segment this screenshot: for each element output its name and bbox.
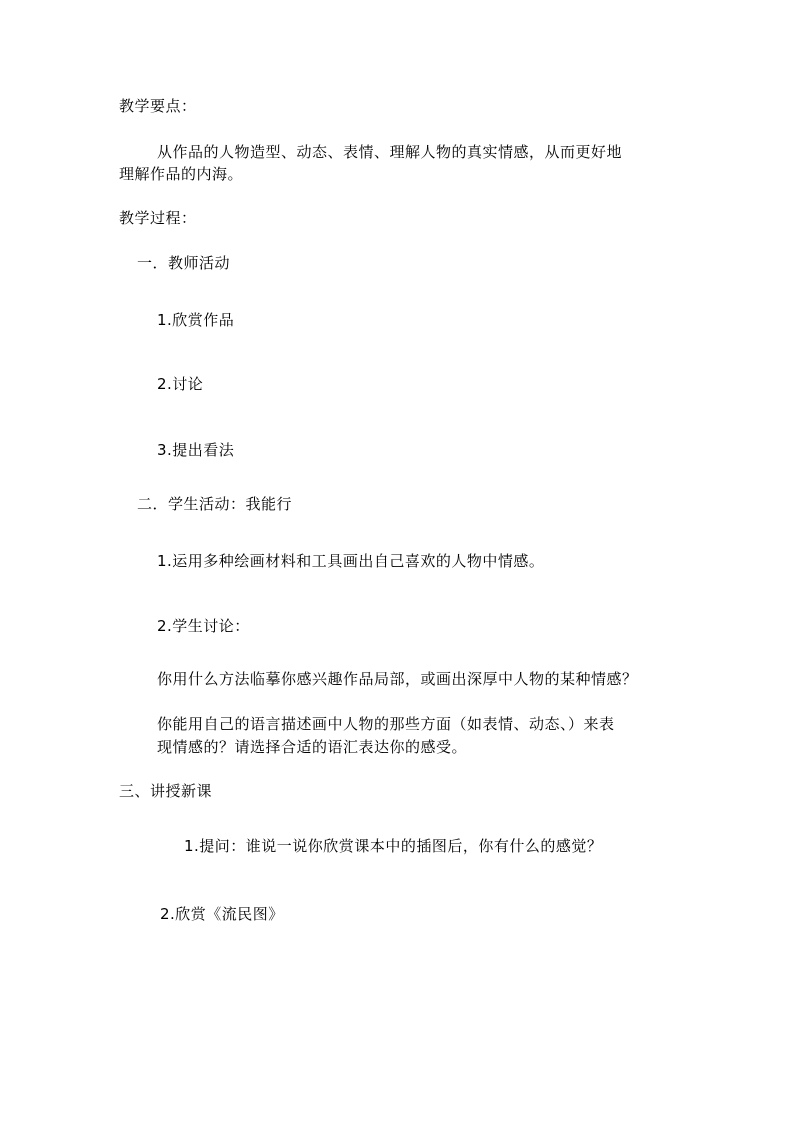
section1-title: 一．教师活动 [137, 254, 231, 272]
section1-item-3: 3.提出看法 [157, 441, 235, 459]
section2-item-2: 2.学生讨论： [157, 617, 250, 635]
section3-item-2: 2.欣赏《流民图》 [160, 905, 284, 923]
section2-question-2-line2: 现情感的？请选择合适的语汇表达你的感受。 [157, 738, 468, 756]
section3-item-1: 1.提问：谁说一说你欣赏课本中的插图后，你有什么的感觉？ [184, 837, 603, 855]
section2-title: 二．学生活动：我能行 [137, 495, 293, 513]
process-heading: 教学过程： [119, 209, 197, 227]
teaching-focus-text-line1: 从作品的人物造型、动态、表情、理解人物的真实情感，从而更好地 [157, 143, 623, 161]
teaching-focus-text-line2: 理解作品的内海。 [119, 165, 244, 183]
section3-title: 三、讲授新课 [119, 782, 213, 800]
section2-item-1: 1.运用多种绘画材料和工具画出自己喜欢的人物中情感。 [157, 552, 545, 570]
teaching-focus-heading: 教学要点： [119, 97, 197, 115]
section2-question-1: 你用什么方法临摹你感兴趣作品局部，或画出深厚中人物的某种情感？ [157, 670, 638, 688]
section2-question-2-line1: 你能用自己的语言描述画中人物的那些方面（如表情、动态、）来表 [157, 715, 615, 733]
section1-item-1: 1.欣赏作品 [157, 311, 235, 329]
section1-item-2: 2.讨论 [157, 375, 204, 393]
